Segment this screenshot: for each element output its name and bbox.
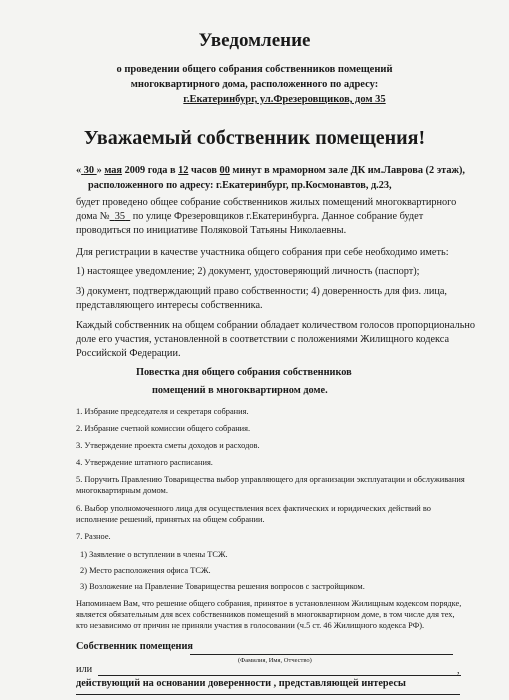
registration-line-1: Для регистрации в качестве участника общего собрания при себе необходимо иметь:	[76, 247, 449, 258]
intro-line-3: проводиться по инициативе Поляковой Татьяны Николаевны.	[76, 225, 347, 236]
meeting-month: мая	[104, 165, 123, 176]
meeting-hour-word: часов	[190, 165, 217, 176]
reminder-line-1: Напоминаем Вам, что решение общего собрания, принятое в установленном Жилищным кодексом порядке,	[76, 599, 462, 608]
agenda-subitem: 3) Возложение на Правление Товарищества решения вопросов с застройщиком.	[80, 582, 365, 591]
quote-close: »	[96, 165, 102, 176]
meeting-day: 30	[83, 165, 95, 176]
agenda-item-continued: исполнение решений, принятых на общем собрании.	[76, 515, 265, 524]
meeting-year: 2009 года в	[124, 165, 176, 176]
proxy-label: действующий на основании доверенности , представляющей интересы	[76, 678, 406, 689]
agenda-title-1: Повестка дня общего собрания собственников	[136, 367, 352, 378]
agenda-item: 5. Поручить Правлению Товарищества выбор управляющего для организации эксплуатации и обслуживания	[76, 475, 465, 484]
quote-open: «	[76, 165, 82, 176]
reminder-line-3: кто независимо от причин не приняли участия в голосовании (ч.5 ст. 46 Жилищного кодекса РФ).	[76, 621, 425, 630]
agenda-item-continued: многоквартирным домом.	[76, 486, 168, 495]
meeting-address-line: расположенного по адресу: г.Екатеринбург, пр.Космонавтов, д.23,	[88, 180, 392, 191]
intro-line-1: будет проведено общее собрание собственников жилых помещений многоквартирного	[76, 197, 457, 208]
meeting-minutes: 00	[219, 165, 230, 176]
owner-label: Собственник помещения	[76, 641, 193, 652]
intro-line-2: дома № 35 по улице Фрезеровщиков г.Екатеринбурга. Данное собрание будет	[76, 211, 424, 222]
votes-line-3: Российской Федерации.	[76, 348, 181, 359]
proxy-name-line	[98, 675, 461, 676]
agenda-item: 1. Избрание председателя и секретаря собрания.	[76, 407, 249, 416]
building-address: г.Екатеринбург, ул.Фрезеровщиков, дом 35	[183, 94, 386, 105]
fio-hint: (Фамилия, Имя, Отчество)	[238, 657, 312, 664]
agenda-item: 2. Избрание счетной комиссии общего собрания.	[76, 424, 251, 433]
meeting-date-line	[76, 165, 465, 176]
agenda-item: 4. Утверждение штатного расписания.	[76, 458, 213, 467]
house-number: 35	[114, 211, 126, 222]
registration-line-4: представляющего интересы собственника.	[76, 300, 263, 311]
agenda-title-2: помещений в многоквартирном доме.	[152, 385, 328, 396]
meeting-hour: 12	[178, 165, 189, 176]
subtitle-line-1: о проведении общего собрания собственников помещений	[116, 64, 393, 75]
agenda-item: 7. Разное.	[76, 532, 111, 541]
owner-name-line	[190, 654, 453, 655]
agenda-item: 6. Выбор уполномоченного лица для осуществления всех фактических и юридических действий во	[76, 504, 431, 513]
reminder-line-2: является обязательным для всех собственников помещений в многоквартирном доме, в том числе для тех,	[76, 610, 455, 619]
registration-line-3: 3) документ, подтверждающий право собственности; 4) доверенность для физ. лица,	[76, 286, 448, 297]
agenda-subitem: 1) Заявление о вступлении в члены ТСЖ.	[80, 550, 228, 559]
votes-line-1: Каждый собственник на общем собрании обладает количеством голосов пропорционально	[76, 320, 476, 331]
agenda-subitem: 2) Место расположения офиса ТСЖ.	[80, 566, 211, 575]
meeting-place: минут в мраморном зале ДК им.Лаврова (2 этаж),	[232, 165, 465, 176]
comma-mark: ,	[457, 665, 460, 676]
agenda-item: 3. Утверждение проекта сметы доходов и расходов.	[76, 441, 260, 450]
subtitle-line-2: многоквартирного дома, расположенного по адресу:	[130, 79, 379, 90]
or-label: или	[76, 664, 93, 675]
votes-line-2: доле его участия, установленной в соответствии с положениями Жилищного кодекса	[76, 334, 450, 345]
page-title: Уведомление	[198, 30, 311, 51]
represented-owner-line	[76, 694, 460, 695]
greeting-heading: Уважаемый собственник помещения!	[83, 127, 426, 149]
registration-line-2: 1) настоящее уведомление; 2) документ, удостоверяющий личность (паспорт);	[76, 266, 420, 277]
